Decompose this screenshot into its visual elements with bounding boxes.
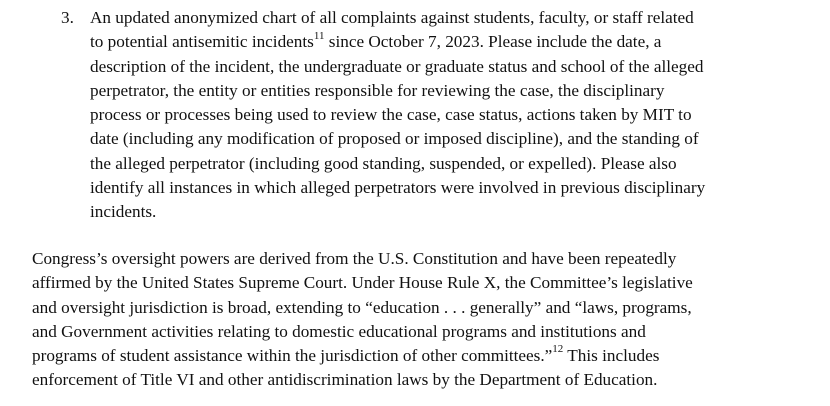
item-line: An updated anonymized chart of all complaints against students, faculty, or staff related: [90, 8, 694, 27]
paragraph-line: Congress’s oversight powers are derived from the U.S. Constitution and have been repeatedly: [32, 249, 677, 268]
paragraph-line: affirmed by the United States Supreme Court. Under House Rule X, the Committee’s legislative: [32, 273, 693, 293]
item-line: incidents.: [90, 202, 157, 222]
item-line: [90, 31, 830, 55]
paragraph-line: and Government activities relating to domestic educational programs and institutions and: [32, 321, 646, 341]
item-line: the alleged perpetrator (including good standing, suspended, or expelled). Please also: [90, 153, 677, 173]
oversight-paragraph: [32, 248, 822, 394]
item-text: [90, 7, 830, 226]
paragraph-line-text: programs of student assistance within the jurisdiction of other committees.”: [32, 346, 553, 366]
footnote-marker: 12: [552, 343, 564, 356]
paragraph-line-text: This includes: [563, 346, 660, 366]
item-number: 3.: [61, 8, 74, 27]
item-line: description of the incident, the undergraduate or graduate status and school of the alleged: [90, 56, 704, 76]
paragraph-line: [32, 345, 822, 369]
item-line-text: since October 7, 2023. Please include the date, a: [324, 32, 662, 52]
item-line: perpetrator, the entity or entities responsible for reviewing the case, the disciplinary: [90, 80, 665, 100]
item-line: date (including any modification of proposed or imposed discipline), and the standing of: [90, 129, 699, 149]
paragraph-line: and oversight jurisdiction is broad, extending to “education . . . generally” and “laws, programs,: [32, 297, 692, 317]
item-line-text: to potential antisemitic incidents: [90, 32, 314, 52]
item-line: process or processes being used to review the case, case status, actions taken by MIT to: [90, 105, 692, 125]
footnote-marker: 11: [313, 29, 325, 42]
item-line: identify all instances in which alleged perpetrators were involved in previous disciplinary: [90, 178, 706, 198]
paragraph-line: enforcement of Title VI and other antidiscrimination laws by the Department of Education.: [32, 370, 658, 390]
